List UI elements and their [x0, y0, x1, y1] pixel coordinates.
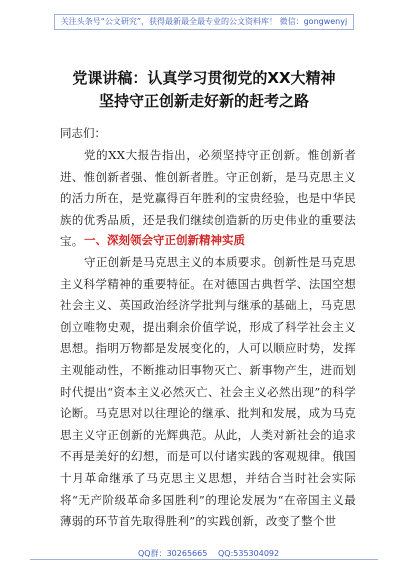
document-title-line1: 党课讲稿：认真学习贯彻党的XX大精神: [72, 69, 336, 87]
footer-divider: [30, 559, 378, 560]
footer-qq: QQ:535304092: [218, 549, 280, 558]
paragraph-2: 守正创新是马克思主义的本质要求。创新性是马克思主义科学精神的重要特征。在对德国古典哲学、法国空想社会主义、英国政治经济学批判与继承的基础上，马克思创立唯物史观，提出剩余价值学说，形成了科学社会主义思想。指明万物都是发展变化的，人可以顺应时势，发挥主观能动性，不断推动旧事物灭亡、新事物产生，进而划时代提出“资本主义必然灭亡、社会主义必然出现”的科学论断。马克思对以往理论的继承、批判和发展，成为马克思主义守正创新的光辉典范。从此，人类对新社会的追求不再是美好的幻想，而是可以付诸实践的客观规律。俄国十月革命继承了马克思主义思想，并结合当时社会实际将“无产阶级革命多国胜利”的理论发展为“在帝国主义最薄弱的环节首先取得胜利”的实践创新，改变了整个世: [60, 255, 356, 529]
greeting: 同志们：: [60, 126, 106, 140]
document-title-line2: 坚持守正创新走好新的赶考之路: [98, 92, 309, 110]
section-heading-1: 一、深刻领会守正创新精神实质: [84, 233, 245, 247]
paragraph-1: 党的XX大报告指出，必须坚持守正创新。惟创新者进、惟创新者强、惟创新者胜。守正创新，是马克思主义的活力所在，是党赢得百年胜利的宝贵经验，也是中华民族的优秀品质，还是我们继续创造新的历史伟业的重要法宝。: [60, 148, 356, 249]
header-banner: 关注头条号“公文研究”，获得最新最全最专业的公文资料库！ 微信：gongwenyj: [54, 14, 354, 30]
footer-qq-group: QQ群：30265665: [138, 549, 208, 558]
